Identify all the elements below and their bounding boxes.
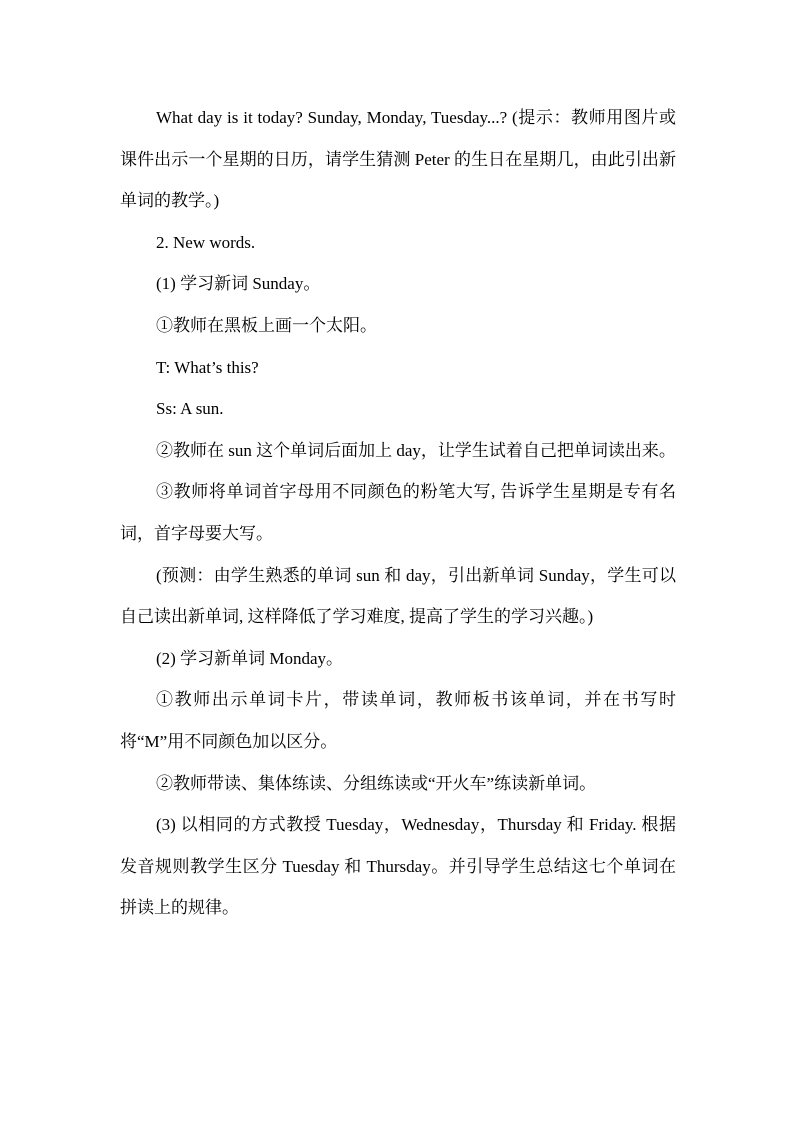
document-body (120, 97, 676, 929)
paragraph-new-words-heading: 2. New words. (156, 232, 256, 252)
paragraph-sunday-step-3: ③教师将单词首字母用不同颜色的粉笔大写, 告诉学生星期是专有名词，首字母要大写。 (120, 482, 676, 543)
paragraph-prediction-note: (预测：由学生熟悉的单词 sun 和 day，引出新单词 Sunday，学生可以自己读出新单词, 这样降低了学习难度, 提高了学生的学习兴趣。) (120, 565, 676, 627)
paragraph-monday-step-2: ②教师带读、集体练读、分组练读或“开火车”练读新单词。 (156, 773, 597, 793)
paragraph-other-days: (3) 以相同的方式教授 Tuesday，Wednesday，Thursday 和 Friday. 根据发音规则教学生区分 Tuesday 和 Thursday。并引导学生总结这七个单词在拼读上的规律。 (120, 815, 676, 918)
paragraph-monday-step-1: ①教师出示单词卡片，带读单词，教师板书该单词，并在书写时将“M”用不同颜色加以区分。 (120, 690, 676, 751)
paragraph-teacher-line: T: What’s this? (156, 357, 259, 377)
paragraph-sunday-step-2: ②教师在 sun 这个单词后面加上 day，让学生试着自己把单词读出来。 (156, 440, 676, 460)
paragraph-sunday-heading: (1) 学习新词 Sunday。 (156, 274, 321, 294)
paragraph-students-line: Ss: A sun. (156, 399, 224, 419)
paragraph-intro-question: What day is it today? Sunday, Monday, Tuesday...? (提示：教师用图片或课件出示一个星期的日历，请学生猜测 Peter 的生日在星期几，由此引出新单词的教学。) (120, 108, 676, 211)
paragraph-sunday-step-1: ①教师在黑板上画一个太阳。 (156, 315, 377, 335)
paragraph-monday-heading: (2) 学习新单词 Monday。 (156, 648, 343, 668)
